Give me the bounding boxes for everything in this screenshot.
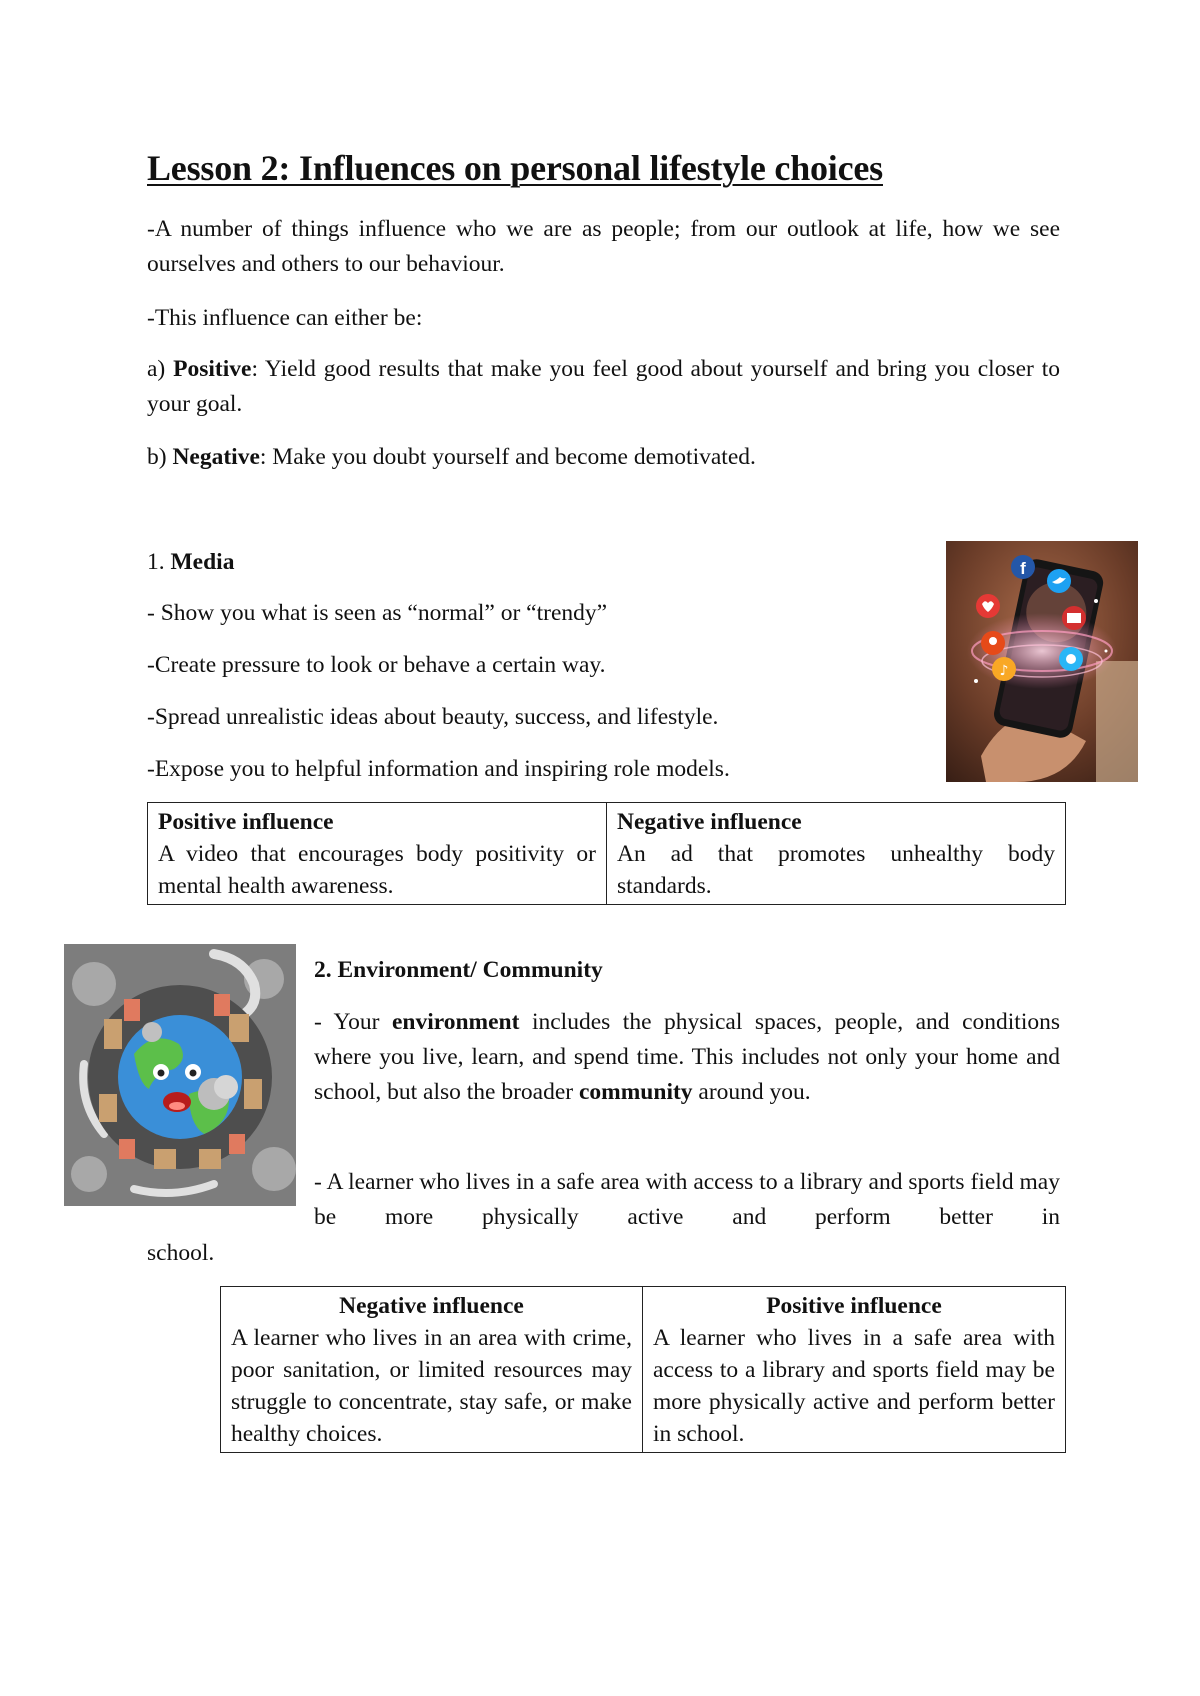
table-cell-text: A video that encourages body positivity or mental health awareness.: [158, 841, 596, 899]
media-point: -Expose you to helpful information and inspiring role models.: [147, 756, 730, 782]
intro-either: -This influence can either be:: [147, 305, 423, 331]
positive-label: Positive: [173, 356, 252, 382]
table-cell: [148, 803, 607, 905]
table-header: Negative influence: [339, 1293, 524, 1319]
page-title: Lesson 2: Influences on personal lifestyle choices: [147, 148, 883, 188]
table-header: Negative influence: [617, 809, 802, 835]
intro-paragraph: -A number of things influence who we are as people; from our outlook at life, how we see ourselves and others to our behaviour.: [147, 216, 1060, 277]
negative-definition: [147, 440, 1060, 475]
negative-text: : Make you doubt yourself and become demotivated.: [259, 444, 756, 470]
table-header: Positive influence: [158, 809, 334, 835]
negative-prefix: b): [147, 444, 173, 470]
media-heading-label: Media: [170, 549, 235, 575]
media-point: -Spread unrealistic ideas about beauty, success, and lifestyle.: [147, 704, 719, 730]
media-influence-table: [147, 802, 1066, 905]
table-cell-text: An ad that promotes unhealthy body standards.: [617, 841, 1055, 899]
table-cell: [221, 1287, 643, 1453]
svg-text:f: f: [1020, 559, 1026, 578]
environment-example-end: school.: [147, 1240, 215, 1266]
media-point: - Show you what is seen as “normal” or “trendy”: [147, 600, 608, 626]
positive-prefix: a): [147, 356, 174, 382]
text-span: - Your: [314, 1009, 392, 1035]
smartphone-social-media-icon: [946, 541, 1138, 782]
table-row: [148, 803, 1066, 905]
svg-text:♪: ♪: [999, 663, 1009, 679]
intro-section: [147, 212, 1060, 282]
table-cell: [607, 803, 1066, 905]
polluted-earth-icon: [64, 944, 296, 1206]
text-span: around you.: [692, 1079, 811, 1105]
media-heading: [147, 545, 234, 580]
media-point: -Create pressure to look or behave a certain way.: [147, 652, 606, 678]
table-cell: [643, 1287, 1066, 1453]
table-cell-text: A learner who lives in a safe area with access to a library and sports field may be more physically active and perform better in school.: [653, 1325, 1055, 1447]
table-cell-text: A learner who lives in an area with crime, poor sanitation, or limited resources may struggle to concentrate, stay safe, or make healthy choices.: [231, 1325, 632, 1447]
media-heading-number: 1.: [147, 549, 171, 575]
environment-example: - A learner who lives in a safe area with access to a library and sports field may be more physically active and perform better in: [314, 1169, 1060, 1230]
community-term: community: [578, 1079, 693, 1105]
table-header: Positive influence: [766, 1293, 942, 1319]
environment-paragraph: [314, 1005, 1060, 1110]
table-row: [221, 1287, 1066, 1453]
environment-heading-label: 2. Environment/ Community: [314, 957, 603, 983]
environment-heading: [314, 953, 603, 988]
environment-influence-table: [220, 1286, 1066, 1453]
environment-term: environment: [391, 1009, 520, 1035]
positive-text: : Yield good results that make you feel good about yourself and bring you closer to your goal.: [147, 356, 1060, 417]
negative-label: Negative: [172, 444, 260, 470]
positive-definition: [147, 352, 1060, 422]
text-span: includes the physical spaces, people, and conditions where you live, learn, and spend time. This includes not only your home and school, but also the broader: [314, 1009, 1060, 1105]
